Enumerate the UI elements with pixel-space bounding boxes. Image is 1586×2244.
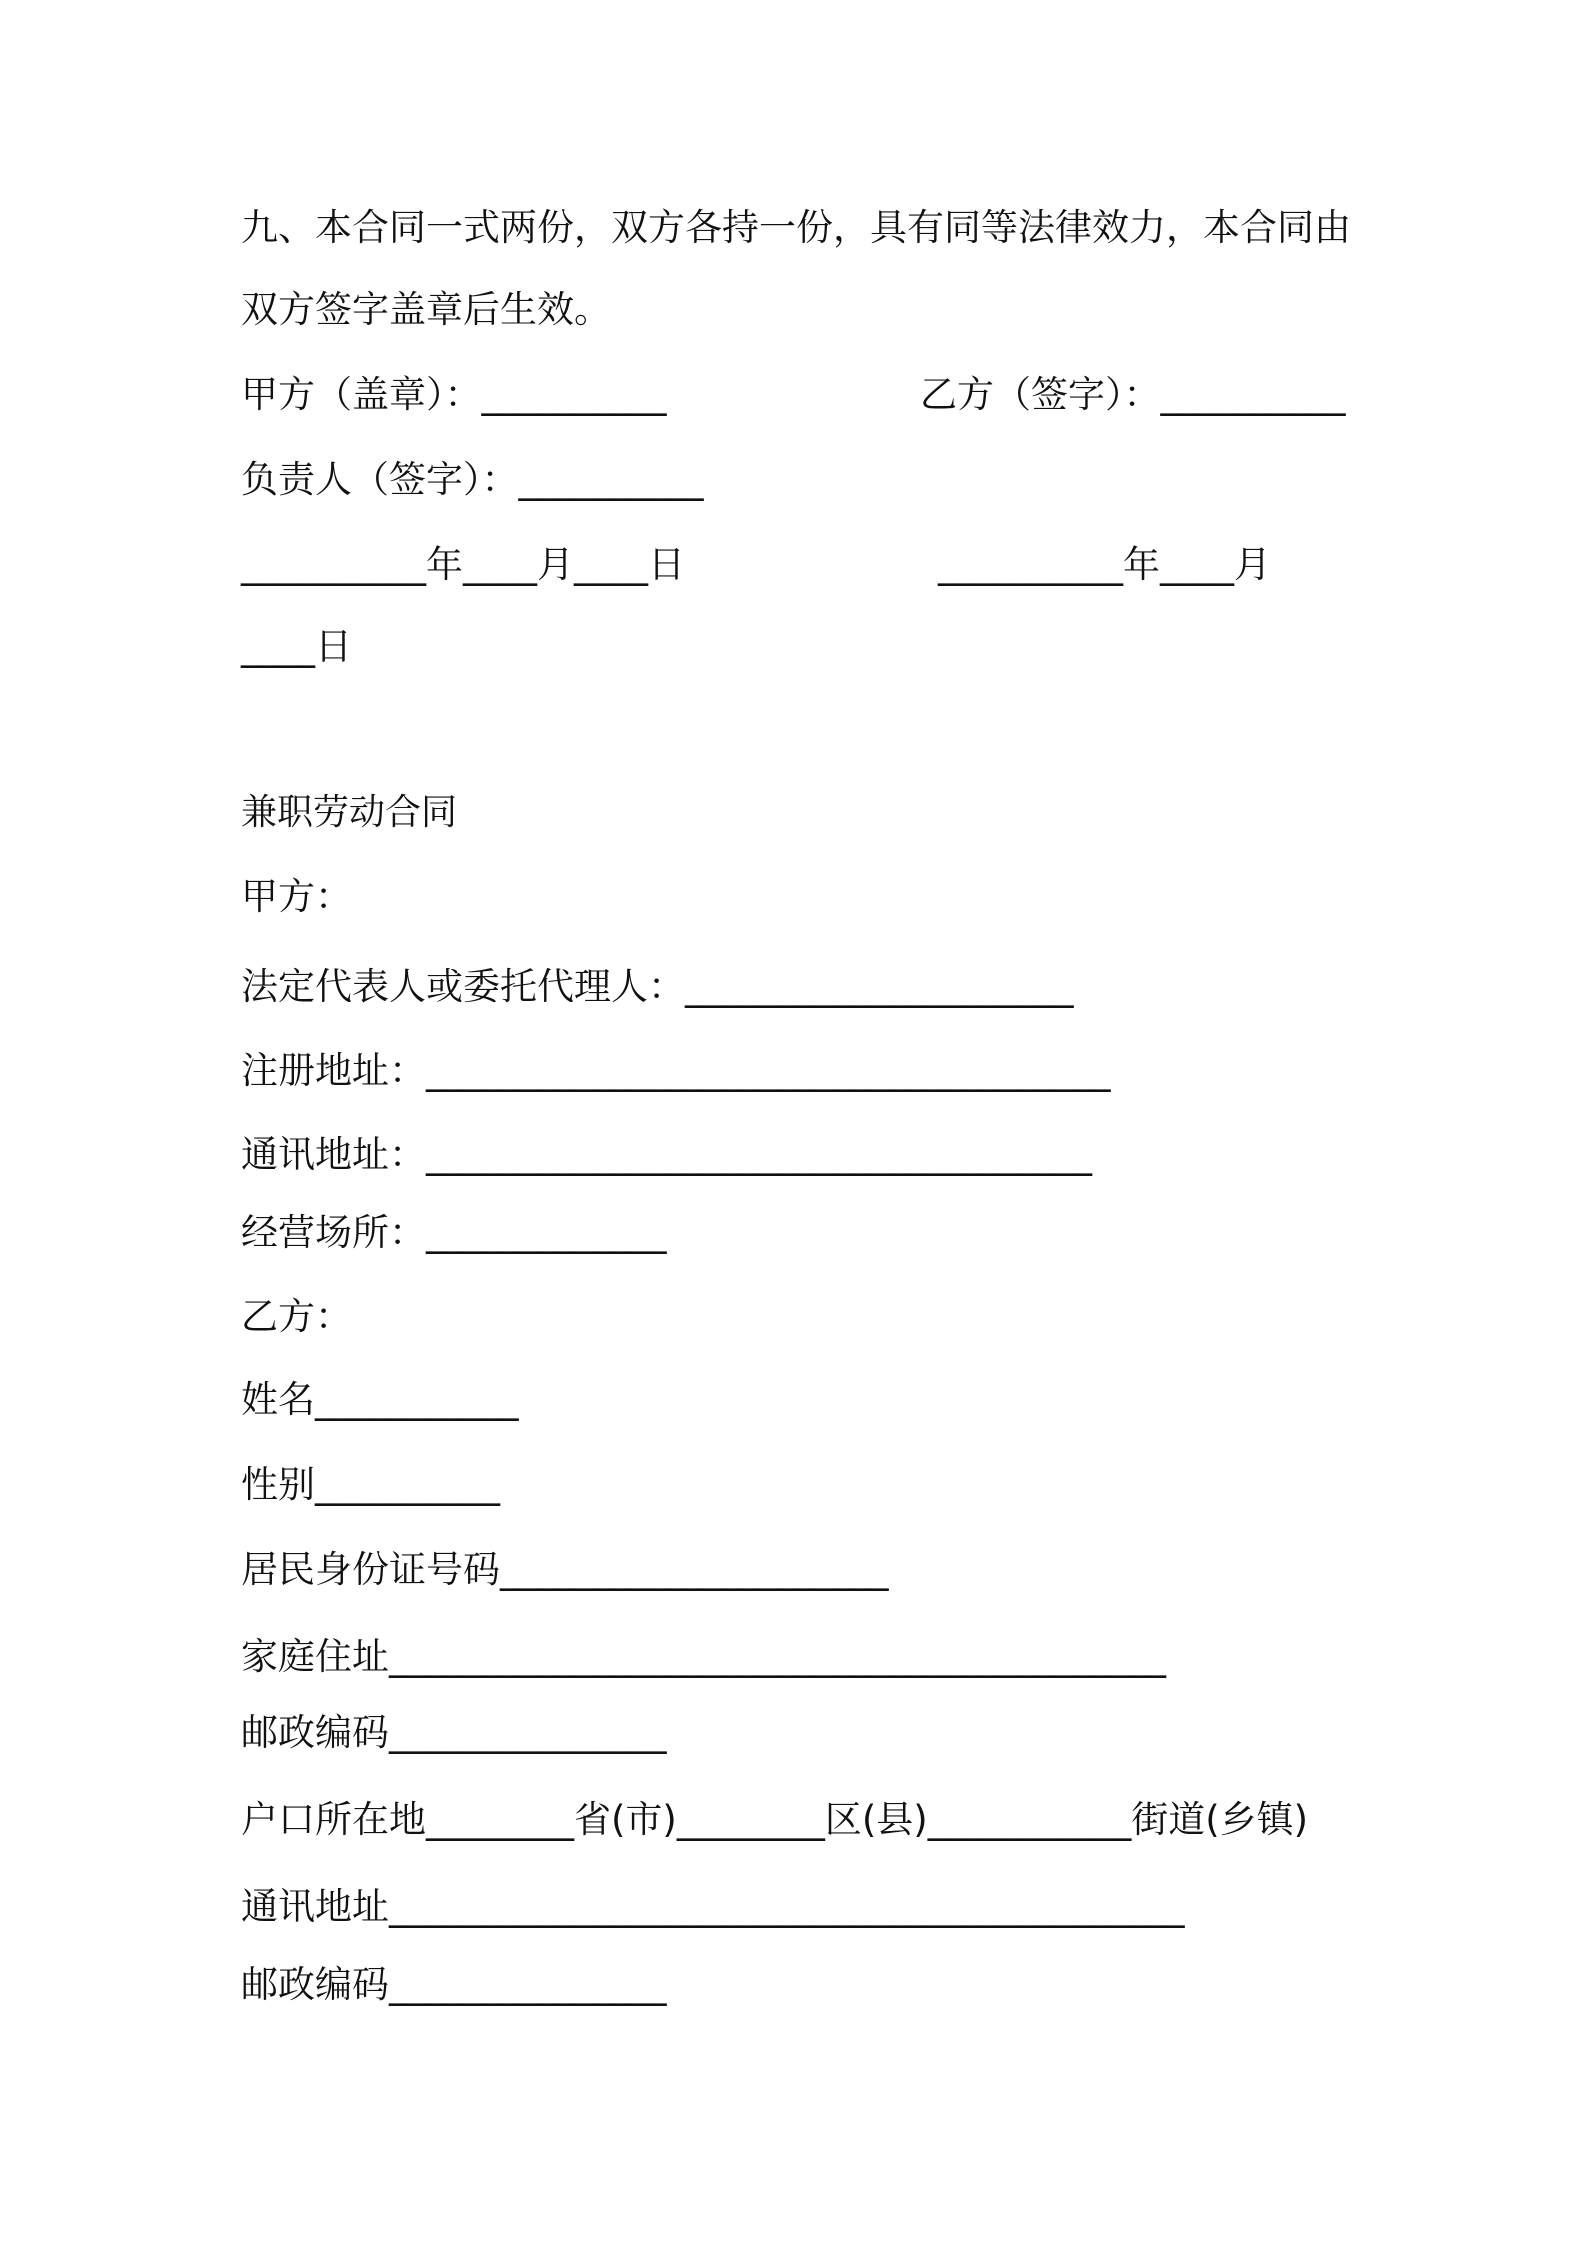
- party-b-mailing-address-field: 通讯地址___________________________________________: [241, 1885, 1185, 1928]
- party-b-date-line: __________年____月: [938, 543, 1271, 586]
- party-a-seal-line: 甲方（盖章）：__________: [241, 373, 667, 416]
- gender-field: 性别__________: [241, 1463, 500, 1506]
- registered-address-field: 注册地址：_____________________________________: [241, 1049, 1111, 1092]
- name-field: 姓名___________: [241, 1378, 519, 1421]
- party-b-date-day: ____日: [241, 625, 352, 668]
- party-a-date-line: __________年____月____日: [241, 543, 685, 586]
- postal-code-field-2: 邮政编码_______________: [241, 1963, 667, 2006]
- party-a-mailing-address-field: 通讯地址：____________________________________: [241, 1133, 1092, 1176]
- party-b-sign-line: 乙方（签字）：__________: [920, 373, 1346, 416]
- id-number-field: 居民身份证号码_____________________: [241, 1548, 889, 1591]
- clause-nine-line-2: 双方签字盖章后生效。: [241, 288, 611, 331]
- party-a-label: 甲方：: [241, 875, 352, 918]
- contract-title: 兼职劳动合同: [241, 792, 458, 833]
- postal-code-field-1: 邮政编码_______________: [241, 1711, 667, 1754]
- legal-representative-field: 法定代表人或委托代理人：_____________________: [241, 965, 1074, 1008]
- clause-nine-line-1: 九、本合同一式两份，双方各持一份，具有同等法律效力，本合同由: [241, 206, 1351, 249]
- hukou-location-field: 户口所在地________省(市)________区(县)___________街道(乡镇): [241, 1798, 1309, 1841]
- party-b-label: 乙方：: [241, 1295, 352, 1338]
- business-place-field: 经营场所：_____________: [241, 1211, 667, 1254]
- responsible-person-sign-line: 负责人（签字）：__________: [241, 458, 704, 501]
- home-address-field: 家庭住址__________________________________________: [241, 1635, 1166, 1678]
